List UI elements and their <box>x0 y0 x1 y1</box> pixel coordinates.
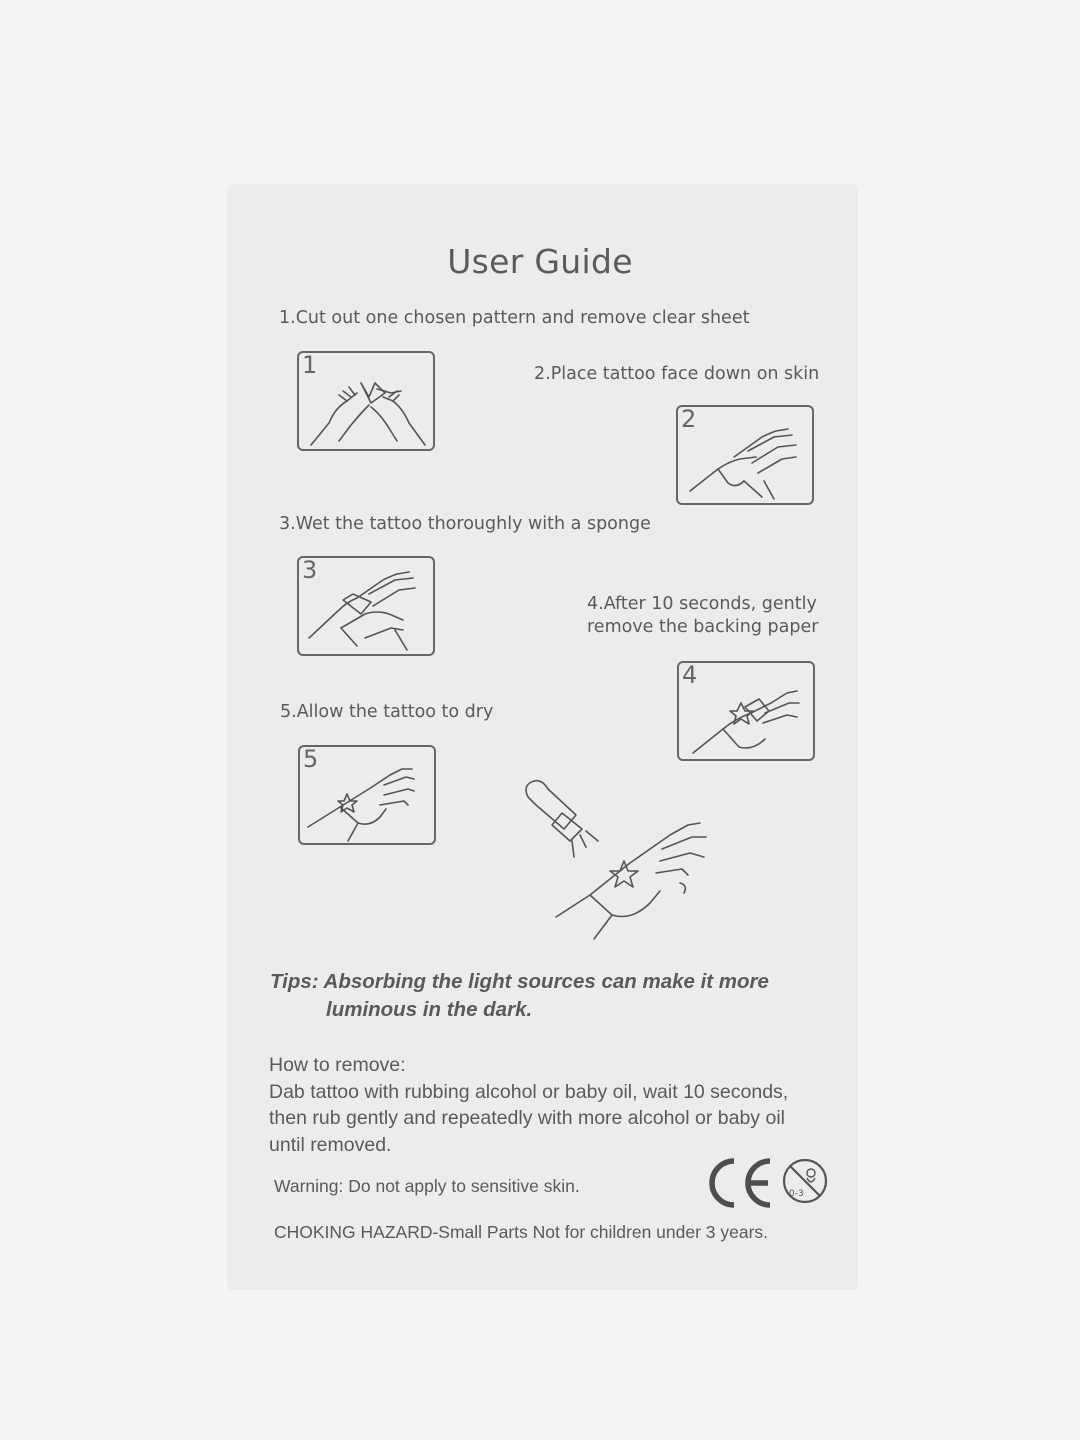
age-symbol-text: 0-3 <box>789 1189 804 1199</box>
remove-line-2: then rub gently and repeatedly with more alcohol or baby oil <box>269 1107 785 1129</box>
step-2-text: 2.Place tattoo face down on skin <box>534 364 820 384</box>
page-title: User Guide <box>447 242 633 281</box>
flashlight-hand-illustration <box>520 775 740 945</box>
step-1-panel <box>297 351 435 451</box>
flashlight-icon <box>526 781 598 857</box>
age-warning-icon <box>781 1156 831 1211</box>
remove-backing-icon <box>679 663 817 763</box>
ce-mark-icon <box>704 1155 774 1211</box>
step-2-panel <box>676 405 814 505</box>
choking-hazard-text: CHOKING HAZARD-Small Parts Not for children under 3 years. <box>274 1222 769 1242</box>
step-1-number: 1 <box>302 351 318 379</box>
warning-text: Warning: Do not apply to sensitive skin. <box>274 1176 580 1196</box>
tips-text <box>270 968 850 1024</box>
step-4-number: 4 <box>682 661 698 689</box>
remove-line-1: Dab tattoo with rubbing alcohol or baby oil, wait 10 seconds, <box>269 1080 789 1103</box>
remove-heading: How to remove: <box>269 1054 406 1076</box>
step-2-number: 2 <box>681 405 697 433</box>
cut-pattern-icon <box>299 353 437 453</box>
removal-instructions <box>269 1052 788 1158</box>
step-3-panel <box>297 556 435 656</box>
step-3-number: 3 <box>302 556 318 584</box>
step-5-text: 5.Allow the tattoo to dry <box>280 702 494 722</box>
step-4-text-line-1: 4.After 10 seconds, gently <box>587 594 817 614</box>
step-5-number: 5 <box>303 745 319 773</box>
remove-line-3: until removed. <box>269 1133 392 1156</box>
step-4-panel <box>677 661 815 761</box>
hand-star-icon <box>556 823 706 939</box>
place-tattoo-icon <box>678 407 816 507</box>
step-5-panel <box>298 745 436 845</box>
dry-tattoo-icon <box>300 747 438 847</box>
step-1-text: 1.Cut out one chosen pattern and remove clear sheet <box>279 308 750 328</box>
wet-sponge-icon <box>299 558 437 658</box>
step-3-text: 3.Wet the tattoo thoroughly with a sponge <box>279 514 651 534</box>
tips-line-2: luminous in the dark. <box>326 998 533 1021</box>
tips-line-1: Tips: Absorbing the light sources can make it more <box>270 970 769 993</box>
step-4-text-line-2: remove the backing paper <box>587 617 819 637</box>
